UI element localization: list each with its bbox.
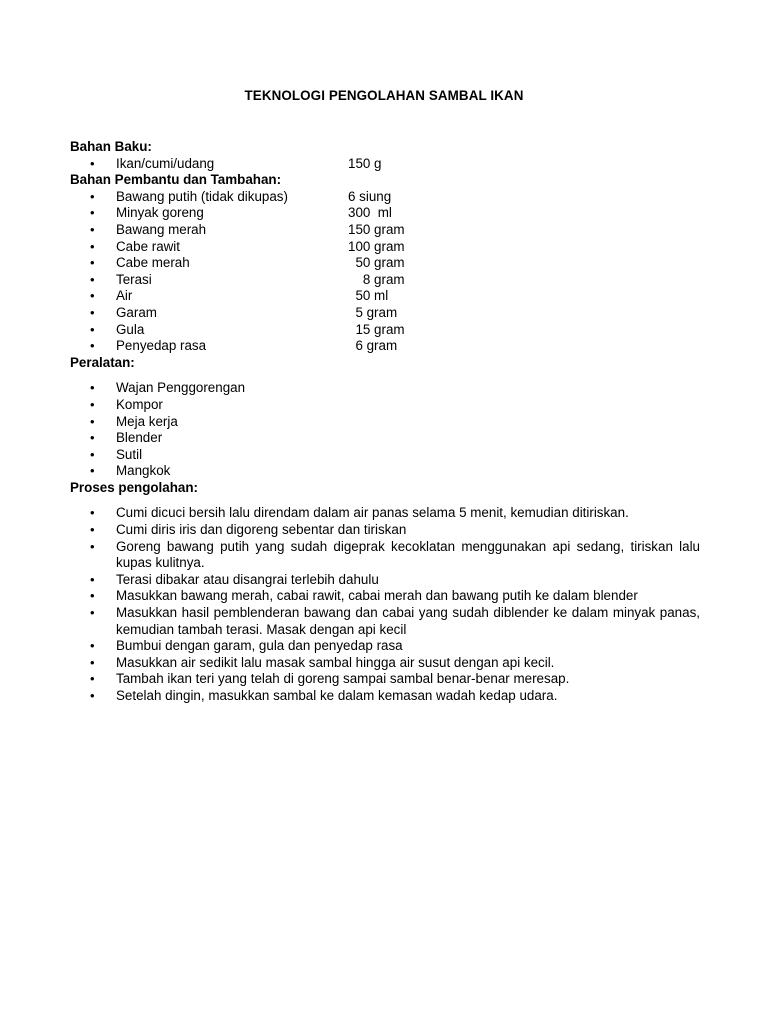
bullet-icon: • — [90, 271, 95, 287]
ingredient-item: • Gula 15 gram — [90, 321, 405, 337]
bullet-icon: • — [90, 588, 95, 604]
process-step: • Setelah dingin, masukkan sambal ke dalam kemasan wadah kedap udara. — [90, 688, 558, 703]
bahan-baku-heading: Bahan Baku: — [70, 139, 152, 154]
page-title: TEKNOLOGI PENGOLAHAN SAMBAL IKAN — [244, 88, 524, 103]
bullet-icon: • — [90, 505, 95, 521]
process-step: • Bumbui dengan garam, gula dan penyedap rasa — [90, 638, 403, 654]
bullet-icon: • — [90, 396, 95, 412]
bullet-icon: • — [90, 671, 95, 687]
bullet-icon: • — [90, 605, 95, 621]
ingredient-item: • Bawang merah 150 gram — [90, 221, 405, 237]
process-step: • Goreng bawang putih yang sudah digeprak kecoklatan menggunakan api sedang, tiriskan lalu kupas kulitnya. — [90, 538, 700, 571]
ingredient-item: • Bawang putih (tidak dikupas) 6 siung — [90, 188, 392, 204]
process-step: • Cumi dicuci bersih lalu direndam dalam air panas selama 5 menit, kemudian ditiriskan. — [90, 505, 629, 521]
bullet-icon: • — [90, 221, 95, 237]
ingredient-item: • Cabe merah 50 gram — [90, 255, 405, 271]
ingredient-item: • Minyak goreng 300 ml — [90, 205, 392, 221]
bullet-icon: • — [90, 446, 95, 462]
process-step: • Cumi diris iris dan digoreng sebentar dan tiriskan — [90, 522, 407, 538]
bullet-icon: • — [90, 255, 95, 271]
process-step: • Masukkan air sedikit lalu masak sambal hingga air susut dengan api kecil. — [90, 654, 555, 670]
bullet-icon: • — [90, 463, 95, 479]
peralatan-heading: Peralatan: — [70, 354, 135, 370]
equipment-item: • Wajan Penggorengan — [90, 380, 246, 396]
process-step: • Terasi dibakar atau disangrai terlebih dahulu — [90, 571, 379, 587]
bullet-icon: • — [90, 338, 95, 354]
bullet-icon: • — [90, 688, 95, 703]
bullet-icon: • — [90, 430, 95, 446]
bahan-pembantu-heading: Bahan Pembantu dan Tambahan: — [70, 172, 282, 188]
document-content — [70, 139, 700, 705]
equipment-item: • Mangkok — [90, 463, 171, 479]
ingredient-item: • Cabe rawit 100 gram — [90, 238, 405, 254]
bullet-icon: • — [90, 155, 95, 171]
equipment-item: • Sutil — [90, 446, 143, 462]
peralatan-list — [70, 380, 700, 480]
proses-heading: Proses pengolahan: — [70, 479, 198, 495]
bullet-icon: • — [90, 380, 95, 396]
bullet-icon: • — [90, 304, 95, 320]
ingredient-item: • Ikan/cumi/udang 150 g — [90, 155, 382, 171]
bullet-icon: • — [90, 413, 95, 429]
bahan-baku-list — [70, 156, 700, 173]
ingredient-item: • Garam 5 gram — [90, 304, 398, 320]
bullet-icon: • — [90, 288, 95, 304]
spacer — [70, 496, 700, 505]
bullet-icon: • — [90, 188, 95, 204]
bullet-icon: • — [90, 321, 95, 337]
bullet-icon: • — [90, 205, 95, 221]
ingredient-item: • Air 50 ml — [90, 288, 389, 304]
process-step: • Tambah ikan teri yang telah di goreng sampai sambal benar-benar meresap. — [90, 671, 570, 687]
equipment-item: • Meja kerja — [90, 413, 178, 429]
bullet-icon: • — [90, 538, 95, 554]
ingredient-item: • Penyedap rasa 6 gram — [90, 338, 398, 354]
equipment-item: • Kompor — [90, 396, 163, 412]
proses-list — [70, 505, 700, 704]
process-step: • Masukkan hasil pemblenderan bawang dan cabai yang sudah diblender ke dalam minyak panas, kemudian tambah terasi. Masak dengan api kecil — [90, 605, 700, 637]
bahan-pembantu-list — [70, 189, 700, 355]
equipment-item: • Blender — [90, 430, 163, 446]
spacer — [70, 371, 700, 380]
ingredient-item: • Terasi 8 gram — [90, 271, 405, 287]
bullet-icon: • — [90, 638, 95, 654]
bullet-icon: • — [90, 654, 95, 670]
bullet-icon: • — [90, 571, 95, 587]
bullet-icon: • — [90, 522, 95, 538]
process-step: • Masukkan bawang merah, cabai rawit, cabai merah dan bawang putih ke dalam blender — [90, 588, 638, 604]
bullet-icon: • — [90, 238, 95, 254]
